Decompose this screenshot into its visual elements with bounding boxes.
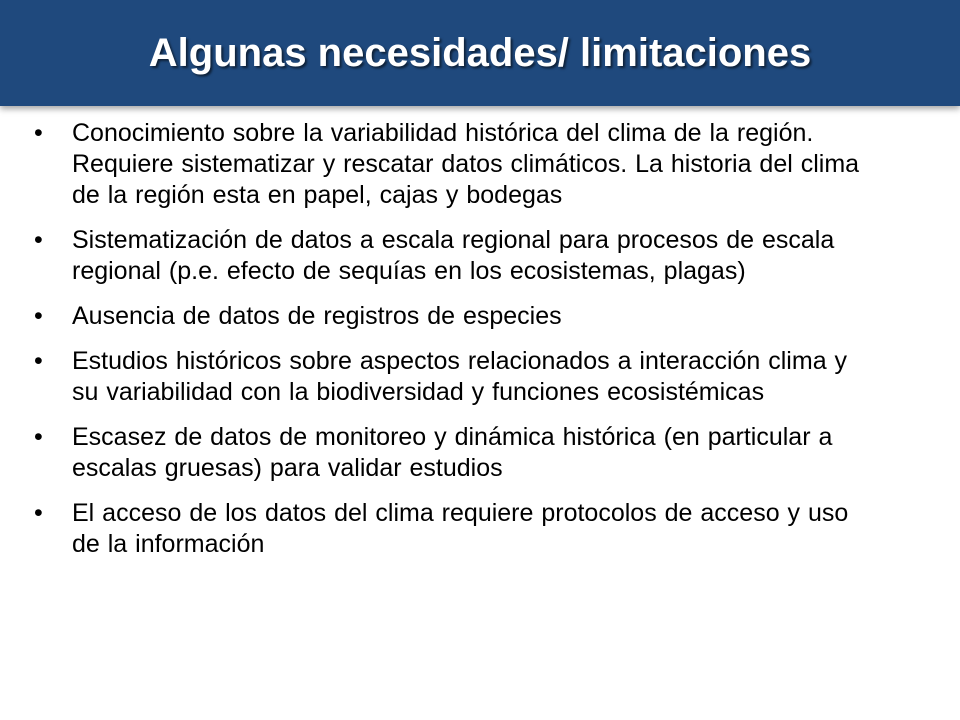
bullet-text: El acceso de los datos del clima requiere protocolos de acceso y uso de la información [72,499,849,558]
bullet-item [0,301,960,332]
bullet-text: Ausencia de datos de registros de especies [72,302,562,330]
bullet-text: Estudios históricos sobre aspectos relacionados a interacción clima y su variabilidad con la biodiversidad y funciones ecosistémicas [72,347,848,406]
bullet-text: Escasez de datos de monitoreo y dinámica histórica (en particular a escalas gruesas) para validar estudios [72,423,833,482]
bullet-dot-icon: • [34,119,43,147]
bullet-item [0,118,960,211]
bullet-list [0,118,960,574]
bullet-item [0,498,960,560]
bullet-dot-icon: • [34,302,43,330]
title-bar [0,0,960,106]
bullet-dot-icon: • [34,347,43,375]
bullet-item [0,422,960,484]
bullet-text: Sistematización de datos a escala regional para procesos de escala regional (p.e. efecto de sequías en los ecosistemas, plagas) [72,226,835,285]
bullet-dot-icon: • [34,226,43,254]
bullet-item [0,346,960,408]
slide-title: Algunas necesidades/ limitaciones [148,31,812,75]
bullet-item [0,225,960,287]
bullet-dot-icon: • [34,423,43,451]
bullet-text: Conocimiento sobre la variabilidad histórica del clima de la región. Requiere sistematizar y rescatar datos climáticos. La historia del clima de la región esta en papel, cajas y bodegas [72,119,860,209]
bullet-dot-icon: • [34,499,43,527]
